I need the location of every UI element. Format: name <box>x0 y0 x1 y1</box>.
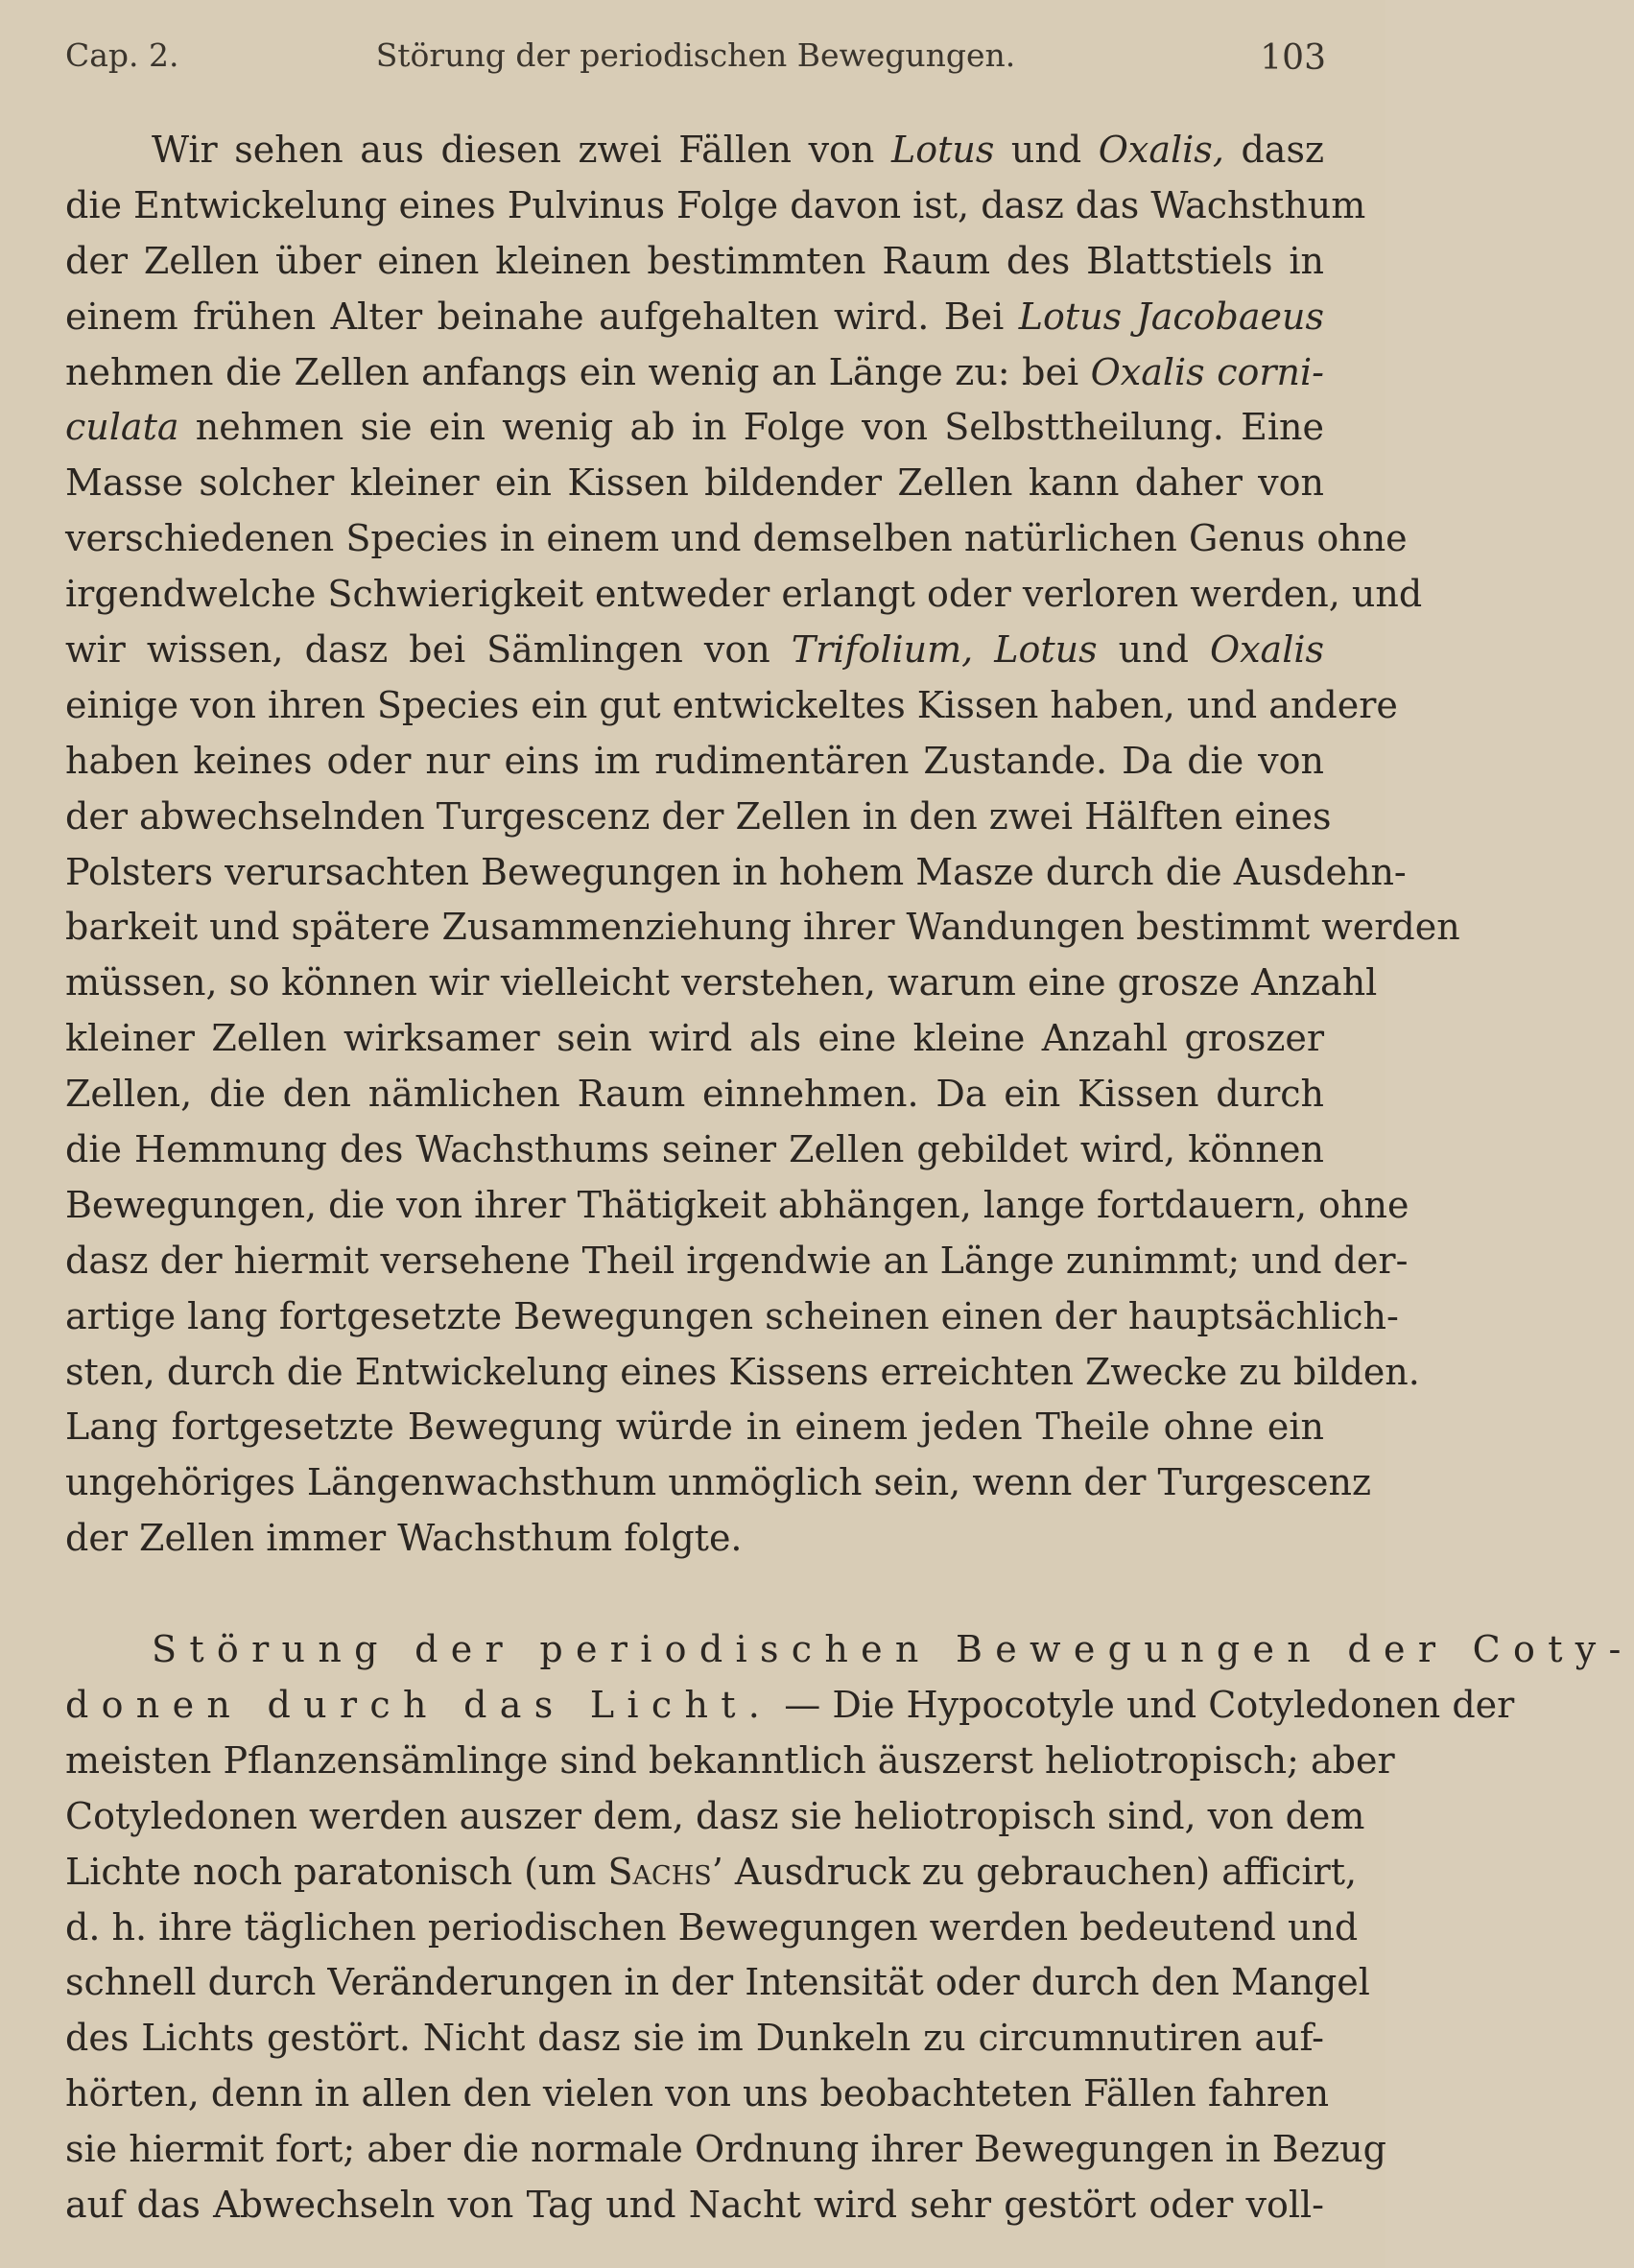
text-line: donen durch das Licht. — Die Hypocotyle und Cotyledonen der <box>65 1683 1515 1726</box>
text-line: nehmen die Zellen anfangs ein wenig an Länge zu: bei Oxalis corni- <box>65 350 1324 393</box>
text-line: einem frühen Alter beinahe aufgehalten wird. Bei Lotus Jacobaeus <box>65 295 1324 338</box>
text-line: die Entwickelung eines Pulvinus Folge davon ist, dasz das Wachsthum <box>65 183 1366 226</box>
page-number: 103 <box>1260 38 1326 78</box>
section-heading-line: Störung der periodischen Bewegungen der Coty- <box>152 1628 1634 1671</box>
text-line: Zellen, die den nämlichen Raum einnehmen. Da ein Kissen durch <box>65 1073 1324 1116</box>
text-line: der Zellen immer Wachsthum folgte. <box>65 1517 743 1560</box>
text-line: Wir sehen aus diesen zwei Fällen von Lotus und Oxalis, dasz <box>152 129 1324 171</box>
text-line: Lang fortgesetzte Bewegung würde in einem jeden Theile ohne ein <box>65 1406 1324 1449</box>
text-line: dasz der hiermit versehene Theil irgendwie an Länge zunimmt; und der- <box>65 1239 1409 1282</box>
body-text <box>65 123 1634 2233</box>
text-line: ungehöriges Längenwachsthum unmöglich sein, wenn der Turgescenz <box>65 1461 1372 1504</box>
text-line: hörten, denn in allen den vielen von uns beobachteten Fällen fahren <box>65 2072 1330 2115</box>
text-line: Polsters verursachten Bewegungen in hohem Masze durch die Ausdehn- <box>65 850 1407 893</box>
text-line: culata nehmen sie ein wenig ab in Folge von Selbsttheilung. Eine <box>65 406 1324 449</box>
text-line: sten, durch die Entwickelung eines Kissens erreichten Zwecke zu bilden. <box>65 1350 1420 1393</box>
running-title: Störung der periodischen Bewegungen. <box>375 36 1016 74</box>
text-line: artige lang fortgesetzte Bewegungen scheinen einen der hauptsächlich- <box>65 1294 1399 1337</box>
text-line: haben keines oder nur eins im rudimentären Zustande. Da die von <box>65 739 1324 782</box>
text-line: müssen, so können wir vielleicht verstehen, warum eine grosze Anzahl <box>65 961 1378 1004</box>
text-line: sie hiermit fort; aber die normale Ordnung ihrer Bewegungen in Bezug <box>65 2128 1386 2171</box>
text-line: einige von ihren Species ein gut entwickeltes Kissen haben, und andere <box>65 683 1398 726</box>
text-line: Cotyledonen werden auszer dem, dasz sie heliotropisch sind, von dem <box>65 1794 1365 1837</box>
text-line: schnell durch Veränderungen in der Intensität oder durch den Mangel <box>65 1961 1370 2004</box>
text-line: die Hemmung des Wachsthums seiner Zellen gebildet wird, können <box>65 1128 1324 1171</box>
text-line: auf das Abwechseln von Tag und Nacht wird sehr gestört oder voll- <box>65 2183 1324 2226</box>
text-line: barkeit und spätere Zusammenziehung ihrer Wandungen bestimmt werden <box>65 906 1460 949</box>
text-line: d. h. ihre täglichen periodischen Bewegungen werden bedeutend und <box>65 1905 1359 1949</box>
text-line: verschiedenen Species in einem und demselben natürlichen Genus ohne <box>65 517 1408 560</box>
text-line: meisten Pflanzensämlinge sind bekanntlich äuszerst heliotropisch; aber <box>65 1738 1395 1782</box>
chapter-label: Cap. 2. <box>65 36 179 74</box>
text-line: wir wissen, dasz bei Sämlingen von Trifolium, Lotus und Oxalis <box>65 628 1324 672</box>
text-line: der Zellen über einen kleinen bestimmten Raum des Blattstiels in <box>65 239 1324 282</box>
text-line: Masse solcher kleiner ein Kissen bildender Zellen kann daher von <box>65 461 1324 505</box>
text-line: irgendwelche Schwierigkeit entweder erlangt oder verloren werden, und <box>65 573 1423 616</box>
text-line: kleiner Zellen wirksamer sein wird als eine kleine Anzahl groszer <box>65 1017 1324 1060</box>
paragraph-gap <box>65 1567 1324 1622</box>
text-line: der abwechselnden Turgescenz der Zellen in den zwei Hälften eines <box>65 794 1332 838</box>
text-line: Bewegungen, die von ihrer Thätigkeit abhängen, lange fortdauern, ohne <box>65 1183 1409 1226</box>
page-header <box>65 36 1326 84</box>
text-line: des Lichts gestört. Nicht dasz sie im Dunkeln zu circumnutiren auf- <box>65 2017 1324 2060</box>
section-heading: donen durch das Licht. <box>65 1683 773 1726</box>
text-line: Lichte noch paratonisch (um Sachs’ Ausdruck zu gebrauchen) afficirt, <box>65 1850 1358 1893</box>
